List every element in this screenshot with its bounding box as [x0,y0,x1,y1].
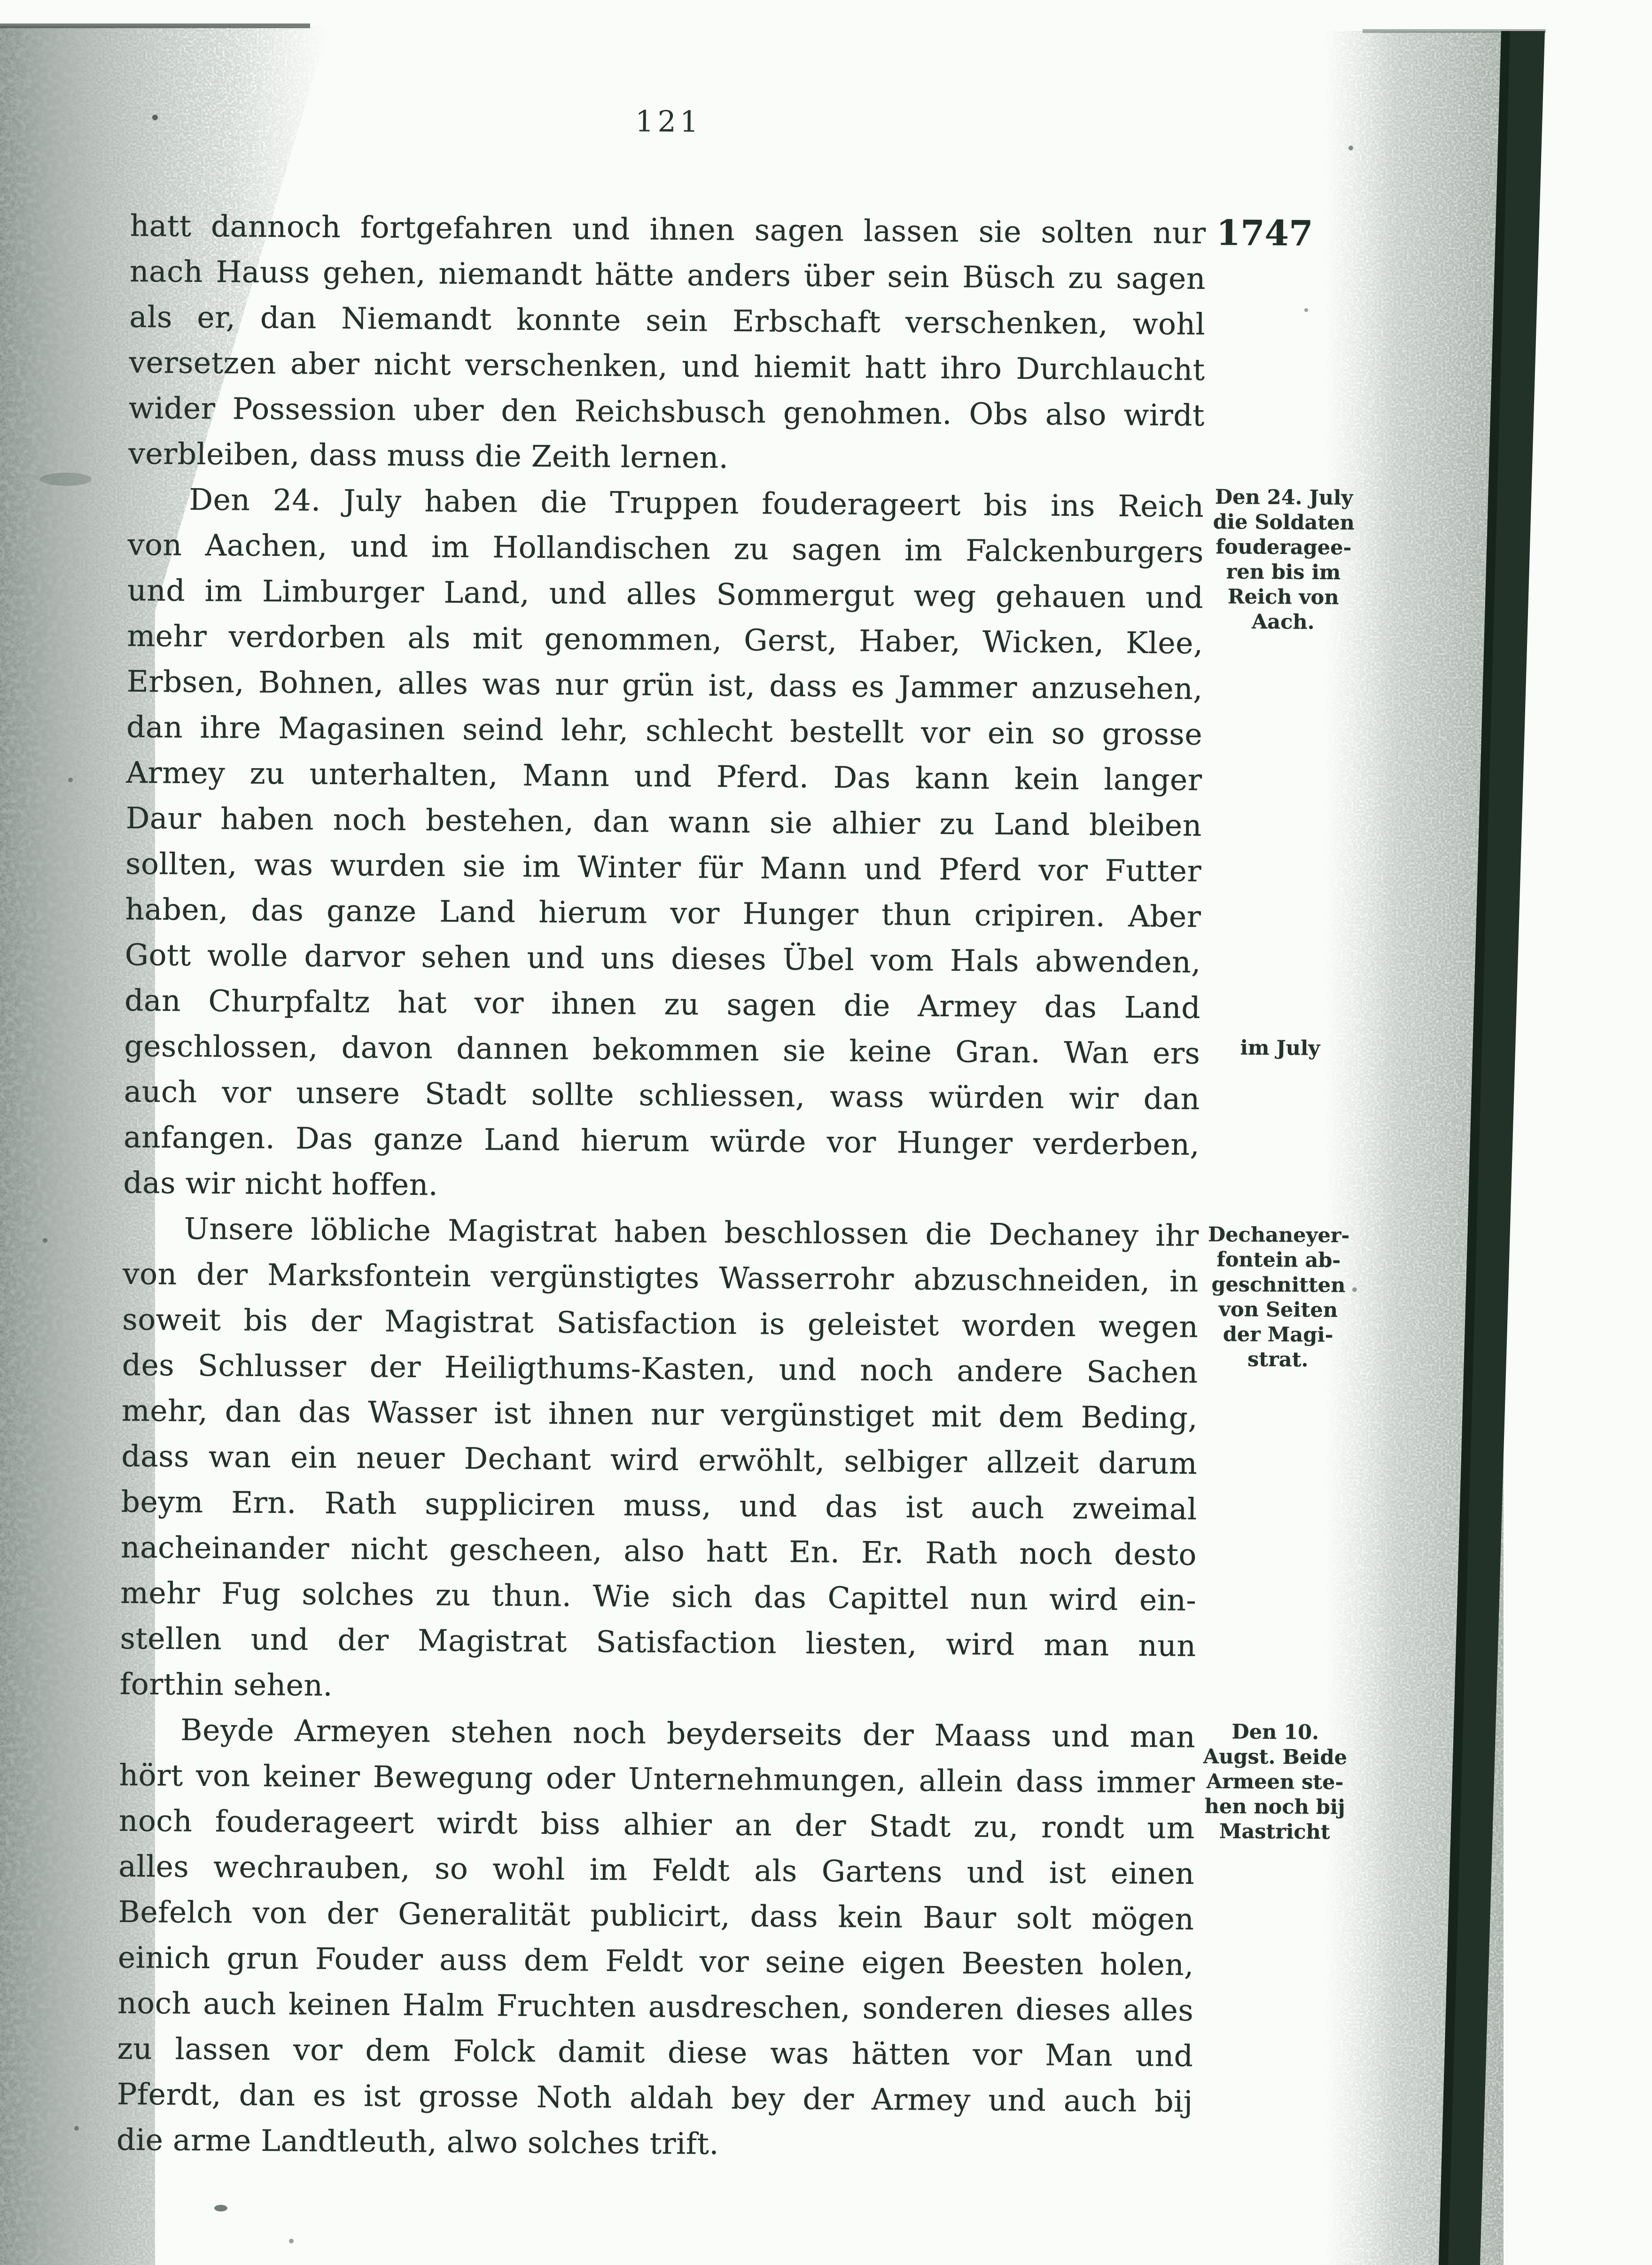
text-line: nach Hauss gehen, niemandt hätte anders über sein Büsch zu sagen [129,254,1206,296]
text-line: von der Marksfontein vergünstigtes Wasserrohr abzuschneiden, in [122,1256,1199,1299]
margin-note-line: Aach. [1251,610,1315,634]
margin-note-line: hen noch bij [1204,1794,1345,1820]
text-line: stellen und der Magistrat Satisfaction liesten, wird man nun [120,1621,1196,1663]
text-line: mehr Fug solches zu thun. Wie sich das Capittel nun wird ein- [120,1575,1197,1618]
text-line: Pferdt, dan es ist grosse Noth aldah bey der Armey und auch bij [117,2077,1193,2119]
margin-note-im-july [1202,1035,1357,1061]
text-line: forthin sehen. [119,1666,333,1703]
margin-note-line: Reich von [1227,585,1339,609]
margin-note-line: im July [1240,1036,1320,1060]
text-line: geschlossen, davon dannen bekommen sie keine Gran. Wan ers [124,1028,1200,1071]
text-line: haben, das ganze Land hierum vor Hunger thun cripiren. Aber [125,892,1201,934]
text-line: anfangen. Das ganze Land hierum würde vor Hunger verderben, [123,1120,1200,1162]
text-line: mehr, dan das Wasser ist ihnen nur vergünstiget mit dem Beding, [121,1393,1198,1435]
text-line: Befelch von der Generalität publicirt, dass kein Baur solt mögen [118,1894,1194,1937]
paragraph [117,1707,1196,2170]
page-number: 121 [635,104,702,139]
text-line: alles wechrauben, so wohl im Feldt als Gartens und ist einen [118,1849,1195,1891]
margin-note-line: Augst. Beide [1203,1744,1348,1770]
margin-note-line: der Magi- [1223,1323,1333,1347]
text-line: Den 24. July haben die Truppen fouderageert bis ins Reich [189,482,1204,524]
text-line: Erbsen, Bohnen, alles was nur grün ist, dass es Jammer anzusehen, [126,664,1203,706]
text-line: dan Churpfaltz hat vor ihnen zu sagen die Armey das Land [124,983,1201,1025]
margin-note-dechaney-fontein [1200,1222,1356,1373]
margin-note-line: ren bis im [1226,560,1341,584]
paragraph [128,203,1206,484]
text-line: wider Possession uber den Reichsbusch genohmen. Obs also wirdt [128,390,1205,433]
text-line: hatt dannoch fortgefahren und ihnen sagen lassen sie solten nur [130,208,1206,250]
paragraph [120,1206,1199,1714]
text-line: Beyde Armeyen stehen noch beyderseits der Maass und man [180,1712,1196,1754]
text-line: Daur haben noch bestehen, dan wann sie alhier zu Land bleiben [125,801,1202,843]
text-line: Armey zu unterhalten, Mann und Pferd. Das kann kein langer [126,755,1202,797]
margin-note-line: strat. [1247,1347,1309,1372]
text-line: nacheinander nicht gescheen, also hatt En. Er. Rath noch desto [120,1530,1197,1572]
marginal-year: 1747 [1216,213,1313,254]
text-line: die arme Landtleuth, alwo solches trift. [116,2122,719,2161]
text-line: auch vor unsere Stadt sollte schliessen, wass würden wir dan [124,1074,1200,1116]
text-line: von Aachen, und im Hollandischen zu sagen im Falckenburgers [127,527,1204,569]
text-line: soweit bis der Magistrat Satisfaction is geleistet worden wegen [122,1302,1199,1344]
margin-note-line: Den 10. [1231,1720,1319,1744]
margin-note-line: Armeen ste- [1206,1770,1344,1795]
text-line: als er, dan Niemandt konnte sein Erbschaft verschenken, wohl [129,299,1206,342]
text-line: noch auch keinen Halm Fruchten ausdreschen, sonderen dieses alles [117,1985,1194,2028]
text-line: einich grun Fouder auss dem Feldt vor seine eigen Beesten holen, [117,1940,1194,1982]
body-text [117,203,1206,2170]
text-line: Gott wolle darvor sehen und uns dieses Übel vom Hals abwenden, [125,937,1201,980]
margin-note-24-july [1206,485,1362,635]
margin-note-line: Den 24. July [1215,485,1353,510]
text-line: noch fouderageert wirdt biss alhier an der Stadt zu, rondt um [118,1803,1195,1845]
text-line: dan ihre Magasinen seind lehr, schlecht bestellt vor ein so grosse [126,709,1203,752]
text-line: verbleiben, dass muss die Zeith lernen. [128,436,729,475]
margin-note-line: die Soldaten [1213,510,1355,535]
text-line: zu lassen vor dem Folck damit diese was hätten vor Man und [117,2031,1193,2073]
margin-note-line: Dechaneyer- [1208,1223,1350,1248]
text-line: sollten, was wurden sie im Winter für Mann und Pferd vor Futter [125,846,1202,888]
text-line: das wir nicht hoffen. [123,1165,438,1202]
text-line: hört von keiner Bewegung oder Unternehmungen, allein dass immer [119,1758,1195,1800]
margin-note-line: fouderagee- [1216,535,1352,560]
text-line: mehr verdorben als mit genommen, Gerst, Haber, Wicken, Klee, [127,618,1203,661]
margin-note-line: von Seiten [1218,1298,1338,1322]
text-line: beym Ern. Rath suppliciren muss, und das ist auch zweimal [121,1484,1197,1526]
text-line: und im Limburger Land, und alles Sommergut weg gehauen und [127,573,1204,615]
paragraph [123,476,1204,1213]
margin-note-line: geschnitten [1211,1273,1346,1298]
margin-note-line: Mastricht [1219,1820,1330,1844]
margin-note-line: fontein ab- [1216,1248,1341,1272]
text-line: Unsere löbliche Magistrat haben beschlossen die Dechaney ihr [184,1211,1199,1253]
text-line: dass wan ein neuer Dechant wird erwöhlt, selbiger allzeit darum [121,1439,1198,1481]
text-line: des Schlusser der Heiligthums-Kasten, und noch andere Sachen [122,1347,1198,1390]
text-line: versetzen aber nicht verschenken, und hiemit hatt ihro Durchlaucht [129,345,1205,387]
margin-note-10-augst [1197,1720,1353,1845]
